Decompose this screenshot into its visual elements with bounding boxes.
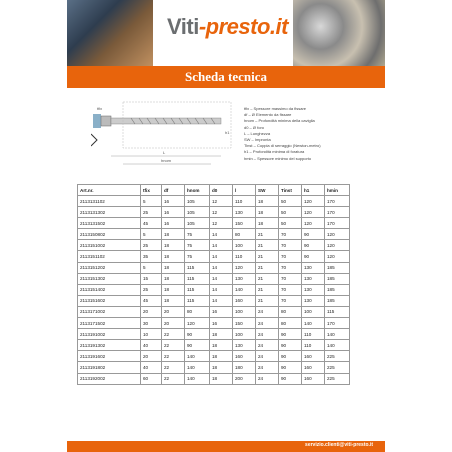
table-cell: 21 bbox=[256, 273, 279, 284]
table-cell: 70 bbox=[279, 262, 302, 273]
table-cell: 70 bbox=[279, 229, 302, 240]
table-cell: 90 bbox=[279, 329, 302, 340]
table-cell: 105 bbox=[185, 218, 210, 229]
table-cell: 18 bbox=[162, 240, 185, 251]
table-cell: 140 bbox=[185, 351, 210, 362]
table-cell: 2113151302 bbox=[78, 273, 141, 284]
table-cell: 18 bbox=[162, 251, 185, 262]
brand-logo bbox=[167, 14, 288, 40]
table-cell: 24 bbox=[256, 351, 279, 362]
table-row bbox=[78, 340, 350, 351]
table-cell: 120 bbox=[325, 251, 350, 262]
table-cell: 80 bbox=[279, 318, 302, 329]
table-cell: 180 bbox=[233, 362, 256, 373]
table-cell: 130 bbox=[302, 295, 325, 306]
table-cell: 150 bbox=[233, 318, 256, 329]
table-cell: 35 bbox=[141, 251, 162, 262]
table-cell: 12 bbox=[210, 218, 233, 229]
table-cell: 25 bbox=[141, 207, 162, 218]
table-header-row bbox=[78, 185, 350, 196]
table-row bbox=[78, 229, 350, 240]
table-row bbox=[78, 318, 350, 329]
table-cell: 130 bbox=[233, 273, 256, 284]
table-cell: 18 bbox=[210, 329, 233, 340]
table-cell: 15 bbox=[141, 273, 162, 284]
table-cell: 100 bbox=[233, 329, 256, 340]
table-cell: 115 bbox=[325, 306, 350, 317]
table-cell: 170 bbox=[325, 196, 350, 207]
column-header: df bbox=[162, 185, 185, 196]
column-header: SW bbox=[256, 185, 279, 196]
table-cell: 16 bbox=[210, 306, 233, 317]
table-cell: 140 bbox=[302, 318, 325, 329]
table-cell: 110 bbox=[233, 251, 256, 262]
technical-drawing bbox=[67, 88, 385, 178]
table-cell: 100 bbox=[302, 306, 325, 317]
table-row bbox=[78, 262, 350, 273]
anchor-diagram bbox=[91, 94, 241, 176]
header-banner bbox=[67, 0, 385, 66]
table-cell: 100 bbox=[233, 306, 256, 317]
tools-photo bbox=[67, 0, 153, 66]
table-cell: 14 bbox=[210, 251, 233, 262]
table-cell: 70 bbox=[279, 240, 302, 251]
table-cell: 225 bbox=[325, 373, 350, 384]
column-header: Tinst bbox=[279, 185, 302, 196]
datasheet-page bbox=[67, 0, 385, 452]
table-row bbox=[78, 295, 350, 306]
screws-photo bbox=[293, 0, 385, 66]
legend-item: Tinst – Coppia di serraggio (Newton-metro) bbox=[244, 143, 321, 149]
logo-brand: Viti bbox=[167, 14, 199, 39]
table-body bbox=[78, 196, 350, 385]
table-cell: 140 bbox=[325, 340, 350, 351]
table-cell: 110 bbox=[233, 196, 256, 207]
table-cell: 20 bbox=[141, 351, 162, 362]
table-cell: 21 bbox=[256, 295, 279, 306]
table-cell: 2113151602 bbox=[78, 295, 141, 306]
column-header: l bbox=[233, 185, 256, 196]
table-cell: 80 bbox=[279, 306, 302, 317]
table-cell: 150 bbox=[233, 218, 256, 229]
legend-item: df – Ø Elemento da fissare bbox=[244, 112, 292, 118]
table-cell: 16 bbox=[162, 196, 185, 207]
table-cell: 70 bbox=[279, 273, 302, 284]
table-cell: 50 bbox=[279, 218, 302, 229]
label-L: L bbox=[163, 150, 166, 155]
table-cell: 2113151202 bbox=[78, 262, 141, 273]
table-cell: 105 bbox=[185, 207, 210, 218]
table-row bbox=[78, 351, 350, 362]
specs-table bbox=[77, 184, 350, 385]
table-cell: 160 bbox=[233, 351, 256, 362]
table-cell: 140 bbox=[185, 362, 210, 373]
table-cell: 24 bbox=[256, 306, 279, 317]
table-cell: 130 bbox=[302, 284, 325, 295]
table-cell: 22 bbox=[162, 362, 185, 373]
table-cell: 70 bbox=[279, 295, 302, 306]
table-cell: 24 bbox=[256, 318, 279, 329]
table-cell: 25 bbox=[141, 284, 162, 295]
table-cell: 18 bbox=[162, 284, 185, 295]
table-cell: 160 bbox=[302, 362, 325, 373]
table-cell: 170 bbox=[325, 318, 350, 329]
table-cell: 50 bbox=[279, 196, 302, 207]
table-cell: 130 bbox=[302, 273, 325, 284]
table-cell: 120 bbox=[233, 262, 256, 273]
table-cell: 14 bbox=[210, 273, 233, 284]
washer-shape bbox=[93, 114, 101, 128]
table-cell: 20 bbox=[162, 306, 185, 317]
table-cell: 105 bbox=[185, 196, 210, 207]
table-cell: 21 bbox=[256, 284, 279, 295]
table-cell: 80 bbox=[185, 306, 210, 317]
table-cell: 120 bbox=[185, 318, 210, 329]
table-cell: 40 bbox=[141, 362, 162, 373]
table-cell: 40 bbox=[141, 340, 162, 351]
table-cell: 18 bbox=[210, 373, 233, 384]
table-cell: 115 bbox=[185, 273, 210, 284]
table-cell: 2113191302 bbox=[78, 340, 141, 351]
table-cell: 45 bbox=[141, 218, 162, 229]
table-cell: 18 bbox=[162, 262, 185, 273]
legend-item: tfix – Spessore massimo da fissare bbox=[244, 106, 307, 111]
legend-item: hmin – Spessore minimo del supporto bbox=[244, 155, 312, 161]
table-cell: 50 bbox=[279, 207, 302, 218]
table-row bbox=[78, 207, 350, 218]
table-cell: 160 bbox=[233, 295, 256, 306]
table-cell: 21 bbox=[256, 262, 279, 273]
table-cell: 70 bbox=[279, 284, 302, 295]
table-cell: 2113131302 bbox=[78, 207, 141, 218]
column-header: Art.nr. bbox=[78, 185, 141, 196]
table-cell: 2113191802 bbox=[78, 362, 141, 373]
table-cell: 16 bbox=[162, 218, 185, 229]
table-cell: 115 bbox=[185, 262, 210, 273]
legend-item: L – Lunghezza bbox=[244, 130, 271, 136]
table-cell: 2113151102 bbox=[78, 251, 141, 262]
table-cell: 100 bbox=[233, 240, 256, 251]
table-cell: 70 bbox=[279, 251, 302, 262]
table-cell: 115 bbox=[185, 295, 210, 306]
table-cell: 140 bbox=[325, 329, 350, 340]
table-cell: 130 bbox=[233, 340, 256, 351]
table-cell: 18 bbox=[162, 229, 185, 240]
table-cell: 20 bbox=[162, 318, 185, 329]
screw-shank bbox=[111, 118, 221, 124]
table-cell: 90 bbox=[302, 251, 325, 262]
table-cell: 2113171502 bbox=[78, 318, 141, 329]
table-cell: 18 bbox=[256, 196, 279, 207]
table-row bbox=[78, 362, 350, 373]
table-cell: 12 bbox=[210, 196, 233, 207]
table-cell: 225 bbox=[325, 362, 350, 373]
page-title: Scheda tecnica bbox=[67, 66, 385, 88]
column-header: tfix bbox=[141, 185, 162, 196]
logo-suffix: -presto.it bbox=[198, 14, 288, 39]
table-cell: 90 bbox=[302, 240, 325, 251]
table-row bbox=[78, 284, 350, 295]
table-row bbox=[78, 329, 350, 340]
table-cell: 90 bbox=[279, 362, 302, 373]
table-cell: 22 bbox=[162, 329, 185, 340]
table-cell: 130 bbox=[233, 207, 256, 218]
table-cell: 2113131502 bbox=[78, 218, 141, 229]
table-cell: 14 bbox=[210, 229, 233, 240]
table-cell: 90 bbox=[185, 340, 210, 351]
table-cell: 160 bbox=[302, 373, 325, 384]
table-cell: 90 bbox=[279, 340, 302, 351]
table-cell: 185 bbox=[325, 284, 350, 295]
table-row bbox=[78, 373, 350, 384]
table-cell: 2113131102 bbox=[78, 196, 141, 207]
table-cell: 115 bbox=[185, 284, 210, 295]
table-row bbox=[78, 251, 350, 262]
table-cell: 185 bbox=[325, 262, 350, 273]
table-cell: 170 bbox=[325, 207, 350, 218]
legend-item: hnom – Profondità minima della caviglia bbox=[244, 118, 315, 124]
table-cell: 75 bbox=[185, 240, 210, 251]
table-cell: 90 bbox=[279, 351, 302, 362]
substrate-outline bbox=[123, 102, 231, 148]
table-cell: 120 bbox=[325, 240, 350, 251]
table-cell: 185 bbox=[325, 273, 350, 284]
table-row bbox=[78, 306, 350, 317]
table-cell: 90 bbox=[279, 373, 302, 384]
table-cell: 120 bbox=[302, 218, 325, 229]
hex-head bbox=[101, 116, 111, 126]
table-cell: 16 bbox=[162, 207, 185, 218]
table-cell: 16 bbox=[210, 318, 233, 329]
table-cell: 24 bbox=[256, 329, 279, 340]
table-cell: 2113150802 bbox=[78, 229, 141, 240]
column-header: hnom bbox=[185, 185, 210, 196]
legend bbox=[244, 106, 379, 162]
table-cell: 140 bbox=[185, 373, 210, 384]
table-cell: 185 bbox=[325, 295, 350, 306]
table-cell: 25 bbox=[141, 240, 162, 251]
wrench-icon bbox=[91, 134, 97, 146]
column-header: h1 bbox=[302, 185, 325, 196]
table-cell: 18 bbox=[162, 273, 185, 284]
table-cell: 22 bbox=[162, 340, 185, 351]
table-cell: 225 bbox=[325, 351, 350, 362]
table-cell: 160 bbox=[302, 351, 325, 362]
legend-item: SW – Impronta bbox=[244, 137, 271, 143]
table-cell: 60 bbox=[141, 373, 162, 384]
table-cell: 5 bbox=[141, 229, 162, 240]
table-cell: 45 bbox=[141, 295, 162, 306]
table-row bbox=[78, 218, 350, 229]
table-cell: 20 bbox=[141, 306, 162, 317]
table-cell: 24 bbox=[256, 362, 279, 373]
table-cell: 24 bbox=[256, 340, 279, 351]
table-cell: 18 bbox=[256, 218, 279, 229]
label-tfix: tfix bbox=[97, 106, 103, 111]
table-cell: 5 bbox=[141, 262, 162, 273]
table-cell: 2113151402 bbox=[78, 284, 141, 295]
table-cell: 14 bbox=[210, 295, 233, 306]
label-hnom: hnom bbox=[161, 158, 172, 163]
table-cell: 75 bbox=[185, 229, 210, 240]
table-cell: 130 bbox=[302, 262, 325, 273]
table-cell: 18 bbox=[162, 295, 185, 306]
table-cell: 120 bbox=[302, 196, 325, 207]
table-row bbox=[78, 196, 350, 207]
table-cell: 90 bbox=[185, 329, 210, 340]
contact-email[interactable]: servizio.clienti@viti-presto.it bbox=[305, 442, 373, 448]
label-h1: h1 bbox=[225, 130, 230, 135]
table-cell: 140 bbox=[233, 284, 256, 295]
table-cell: 120 bbox=[302, 207, 325, 218]
table-cell: 170 bbox=[325, 218, 350, 229]
table-cell: 110 bbox=[302, 340, 325, 351]
legend-item: d0 – Ø foro bbox=[244, 124, 265, 130]
table-cell: 18 bbox=[210, 351, 233, 362]
table-cell: 14 bbox=[210, 262, 233, 273]
table-cell: 200 bbox=[233, 373, 256, 384]
table-cell: 21 bbox=[256, 229, 279, 240]
table-cell: 2113191002 bbox=[78, 329, 141, 340]
table-cell: 2113151002 bbox=[78, 240, 141, 251]
table-cell: 2113192002 bbox=[78, 373, 141, 384]
table-cell: 30 bbox=[141, 318, 162, 329]
footer-bar bbox=[67, 441, 385, 452]
table-cell: 75 bbox=[185, 251, 210, 262]
table-cell: 12 bbox=[210, 207, 233, 218]
column-header: d0 bbox=[210, 185, 233, 196]
column-header: hmin bbox=[325, 185, 350, 196]
table-cell: 110 bbox=[302, 329, 325, 340]
table-cell: 18 bbox=[256, 207, 279, 218]
table-cell: 5 bbox=[141, 196, 162, 207]
table-cell: 14 bbox=[210, 240, 233, 251]
table-cell: 2113191602 bbox=[78, 351, 141, 362]
table-row bbox=[78, 273, 350, 284]
legend-item: h1 – Profondità minima di foratura bbox=[244, 149, 305, 155]
table-cell: 21 bbox=[256, 251, 279, 262]
table-cell: 22 bbox=[162, 351, 185, 362]
table-cell: 80 bbox=[233, 229, 256, 240]
table-cell: 21 bbox=[256, 240, 279, 251]
table-cell: 22 bbox=[162, 373, 185, 384]
table-cell: 18 bbox=[210, 340, 233, 351]
table-cell: 18 bbox=[210, 362, 233, 373]
table-cell: 2113171002 bbox=[78, 306, 141, 317]
table-row bbox=[78, 240, 350, 251]
table-cell: 90 bbox=[302, 229, 325, 240]
table-cell: 24 bbox=[256, 373, 279, 384]
table-cell: 14 bbox=[210, 284, 233, 295]
table-cell: 10 bbox=[141, 329, 162, 340]
table-cell: 120 bbox=[325, 229, 350, 240]
